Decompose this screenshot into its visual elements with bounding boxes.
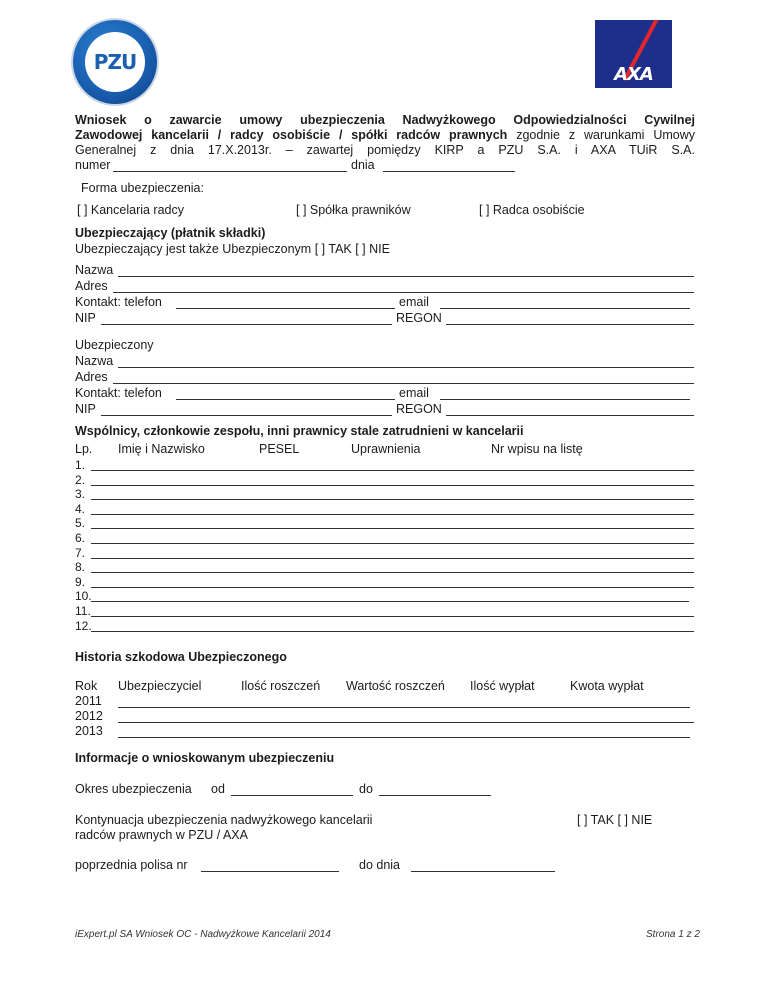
- axa-logo-text: AXA: [614, 64, 653, 85]
- ubezpieczajacy-subtitle: Ubezpieczający jest także Ubezpieczonym [ ] TAK [ ] NIE: [75, 242, 390, 256]
- wspolnicy-row-number: 12.: [75, 619, 92, 633]
- historia-col-ilosc-roszczen: Ilość roszczeń: [241, 679, 321, 693]
- do-dnia-field[interactable]: [411, 871, 555, 872]
- wspolnicy-col-lp: Lp.: [75, 442, 93, 456]
- ubezpieczony-title: Ubezpieczony: [75, 338, 154, 352]
- historia-col-ubezpieczyciel: Ubezpieczyciel: [118, 679, 202, 693]
- intro-line-2: [75, 128, 695, 143]
- informacje-title: Informacje o wnioskowanym ubezpieczeniu: [75, 751, 335, 765]
- wspolnicy-row-number: 6.: [75, 531, 86, 545]
- okres-do-label: do: [359, 782, 373, 796]
- ubezpieczajacy-adres-label: Adres: [75, 279, 108, 293]
- ubezpieczony-regon-label: REGON: [396, 402, 442, 416]
- do-dnia-label: do dnia: [359, 858, 401, 872]
- axa-logo: [595, 20, 672, 88]
- ubezpieczony-kontakt-label: Kontakt: telefon: [75, 386, 162, 400]
- historia-col-rok: Rok: [75, 679, 98, 693]
- ubezpieczajacy-title: Ubezpieczający (płatnik składki): [75, 226, 266, 240]
- wspolnicy-row-field[interactable]: [91, 499, 694, 500]
- okres-do-field[interactable]: [379, 795, 491, 796]
- wspolnicy-row-field[interactable]: [91, 631, 694, 632]
- dnia-label: dnia: [351, 158, 375, 172]
- ubezpieczajacy-regon-label: REGON: [396, 311, 442, 325]
- ubezpieczajacy-nip-field[interactable]: [101, 324, 392, 325]
- forma-option-spolka[interactable]: [ ] Spółka prawników: [296, 203, 411, 217]
- pzu-logo-text: PZU: [93, 50, 137, 74]
- okres-od-field[interactable]: [231, 795, 353, 796]
- historia-col-kwota-wyplat: Kwota wypłat: [570, 679, 644, 693]
- wspolnicy-row-number: 9.: [75, 575, 86, 589]
- ubezpieczajacy-nip-label: NIP: [75, 311, 96, 325]
- ubezpieczony-adres-label: Adres: [75, 370, 108, 384]
- wspolnicy-row-field[interactable]: [91, 470, 694, 471]
- ubezpieczony-nip-label: NIP: [75, 402, 96, 416]
- wspolnicy-row-field[interactable]: [91, 558, 694, 559]
- wspolnicy-row-number: 1.: [75, 458, 86, 472]
- historia-year-2012: 2012: [75, 709, 103, 723]
- kontynuacja-label-1: Kontynuacja ubezpieczenia nadwyżkowego kancelarii: [75, 813, 373, 827]
- okres-od-label: od: [211, 782, 225, 796]
- ubezpieczajacy-telefon-field[interactable]: [176, 308, 395, 309]
- historia-row-2011-field[interactable]: [118, 707, 690, 708]
- intro-line-1: Wniosek o zawarcie umowy ubezpieczenia Nadwyżkowego Odpowiedzialności Cywilnej: [75, 113, 695, 127]
- wspolnicy-row-field[interactable]: [91, 528, 694, 529]
- historia-col-ilosc-wyplat: Ilość wypłat: [470, 679, 535, 693]
- ubezpieczajacy-nazwa-label: Nazwa: [75, 263, 114, 277]
- historia-title: Historia szkodowa Ubezpieczonego: [75, 650, 287, 664]
- dnia-field[interactable]: [383, 171, 515, 172]
- poprzednia-polisa-field[interactable]: [201, 871, 339, 872]
- wspolnicy-col-imie: Imię i Nazwisko: [118, 442, 205, 456]
- kontynuacja-tak-nie[interactable]: [ ] TAK [ ] NIE: [577, 813, 653, 827]
- historia-row-2013-field[interactable]: [118, 737, 690, 738]
- wspolnicy-col-uprawnienia: Uprawnienia: [351, 442, 421, 456]
- ubezpieczajacy-email-field[interactable]: [440, 308, 690, 309]
- wspolnicy-row-number: 4.: [75, 502, 86, 516]
- ubezpieczajacy-adres-field[interactable]: [113, 292, 694, 293]
- forma-label: Forma ubezpieczenia:: [81, 181, 204, 195]
- ubezpieczony-adres-field[interactable]: [113, 383, 694, 384]
- footer-left: iExpert.pl SA Wniosek OC - Nadwyżkowe Kancelarii 2014: [75, 929, 331, 940]
- historia-col-wartosc-roszczen: Wartość roszczeń: [346, 679, 445, 693]
- wspolnicy-title: Wspólnicy, członkowie zespołu, inni prawnicy stale zatrudnieni w kancelarii: [75, 424, 524, 438]
- wspolnicy-row-field[interactable]: [91, 514, 694, 515]
- historia-year-2011: 2011: [75, 694, 102, 708]
- ubezpieczony-telefon-field[interactable]: [176, 399, 395, 400]
- ubezpieczony-email-label: email: [399, 386, 429, 400]
- historia-row-2012-field[interactable]: [118, 722, 694, 723]
- intro-line-3: Generalnej z dnia 17.X.2013r. – zawartej pomiędzy KIRP a PZU S.A. i AXA TUiR S.A.: [75, 143, 695, 157]
- ubezpieczony-nazwa-field[interactable]: [118, 367, 694, 368]
- poprzednia-polisa-label: poprzednia polisa nr: [75, 858, 188, 872]
- ubezpieczony-regon-field[interactable]: [446, 415, 694, 416]
- wspolnicy-row-field[interactable]: [91, 485, 694, 486]
- forma-option-kancelaria[interactable]: [ ] Kancelaria radcy: [77, 203, 184, 217]
- wspolnicy-row-field[interactable]: [91, 601, 689, 602]
- intro-line-2-bold: Zawodowej kancelarii / radcy osobiście / spółki radców prawnych: [75, 128, 508, 142]
- wspolnicy-row-number: 2.: [75, 473, 86, 487]
- wspolnicy-row-number: 7.: [75, 546, 86, 560]
- wspolnicy-row-field[interactable]: [91, 543, 694, 544]
- forma-option-radca[interactable]: [ ] Radca osobiście: [479, 203, 585, 217]
- wspolnicy-row-field[interactable]: [91, 572, 694, 573]
- ubezpieczajacy-kontakt-label: Kontakt: telefon: [75, 295, 162, 309]
- wspolnicy-row-field[interactable]: [91, 616, 694, 617]
- wspolnicy-col-pesel: PESEL: [259, 442, 300, 456]
- wspolnicy-row-number: 5.: [75, 516, 86, 530]
- wspolnicy-row-number: 3.: [75, 487, 86, 501]
- numer-label: numer: [75, 158, 111, 172]
- pzu-logo: [73, 20, 157, 104]
- ubezpieczony-nazwa-label: Nazwa: [75, 354, 114, 368]
- ubezpieczony-email-field[interactable]: [440, 399, 690, 400]
- ubezpieczajacy-regon-field[interactable]: [446, 324, 694, 325]
- footer-page-number: Strona 1 z 2: [646, 929, 700, 940]
- intro-line-2-rest: zgodnie z warunkami Umowy: [507, 128, 695, 142]
- historia-year-2013: 2013: [75, 724, 103, 738]
- numer-field[interactable]: [113, 171, 347, 172]
- ubezpieczony-nip-field[interactable]: [101, 415, 392, 416]
- wspolnicy-row-field[interactable]: [91, 587, 694, 588]
- wspolnicy-row-number: 8.: [75, 560, 86, 574]
- wspolnicy-row-number: 10.: [75, 589, 92, 603]
- kontynuacja-label-2: radców prawnych w PZU / AXA: [75, 828, 248, 842]
- ubezpieczajacy-email-label: email: [399, 295, 429, 309]
- wspolnicy-row-number: 11.: [75, 604, 91, 618]
- intro-paragraph: [75, 113, 695, 158]
- ubezpieczajacy-nazwa-field[interactable]: [118, 276, 694, 277]
- wspolnicy-col-nr-wpisu: Nr wpisu na listę: [491, 442, 583, 456]
- okres-label: Okres ubezpieczenia: [75, 782, 192, 796]
